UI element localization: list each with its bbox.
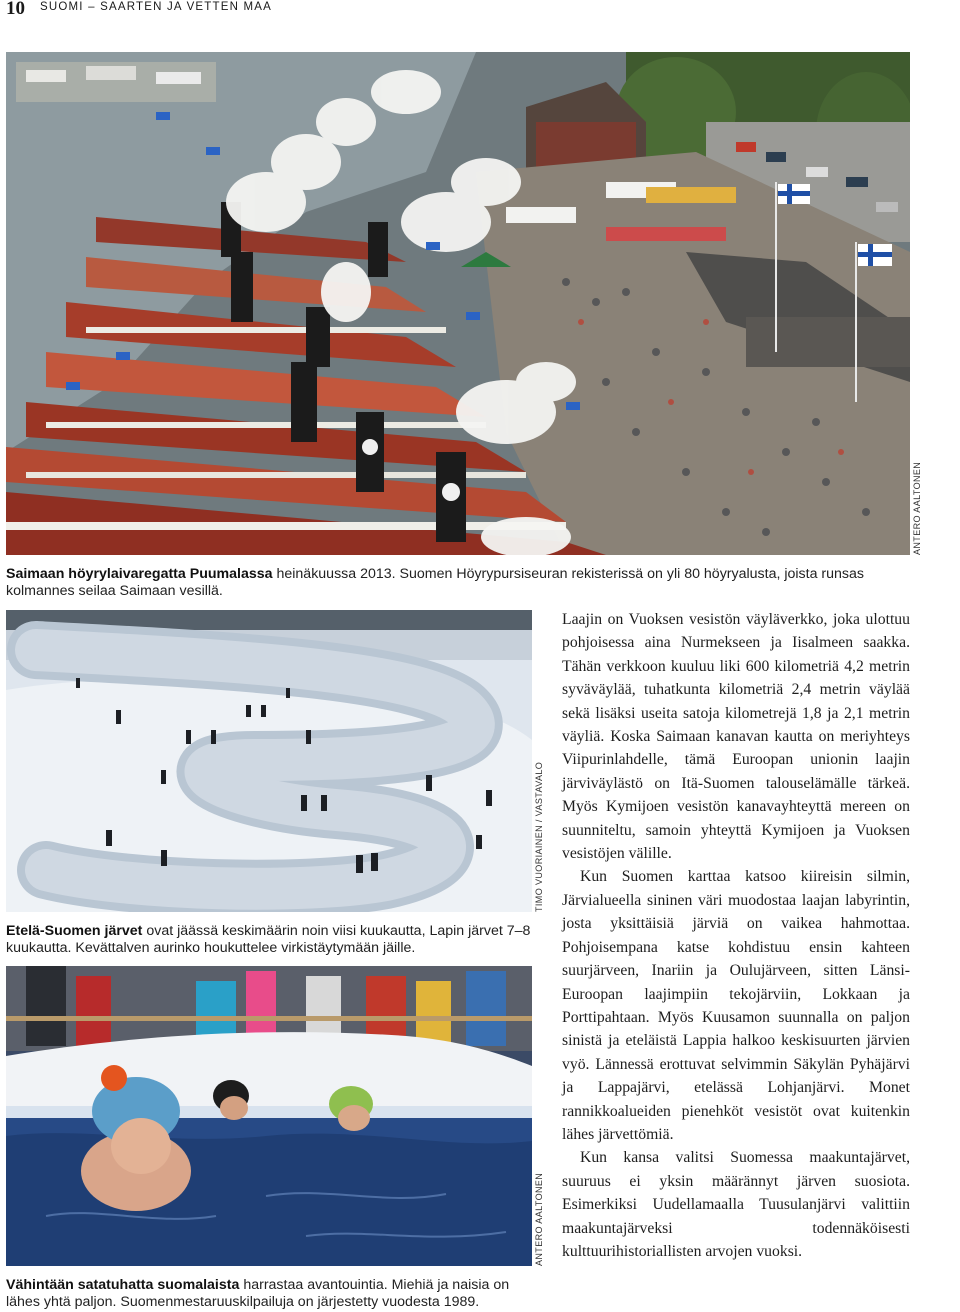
regatta-photo-credit: ANTERO AALTONEN: [912, 461, 922, 555]
body-text: [562, 608, 910, 1263]
swim-caption-text: harrastaa avantouintia. Miehiä ja naisia on lähes yhtä paljon. Suomenmestaruuskilpailuja on järjestetty vuodesta 1989.: [6, 1277, 510, 1311]
swim-caption: [6, 1277, 532, 1311]
ice-caption-text: ovat jäässä keskimäärin noin viisi kuukautta, Lapin järvet 7–8 kuukautta. Kevättalven aurinko houkuttelee virkistäytymään jäille.: [6, 923, 531, 957]
page-number: 10: [6, 0, 25, 19]
swim-caption-lead: Vähintään satatuhatta suomalaista: [6, 1277, 240, 1293]
ice-caption-lead: Etelä-Suomen järvet: [6, 923, 143, 939]
regatta-caption: [6, 566, 906, 600]
body-paragraph-3: Kun kansa valitsi Suomessa maakuntajärvet, suuruus ei yksin määrännyt järven suosiota. Esimerkiksi Uudellamaalla Tuusulanjärvi valittiin maakuntajärveksi todennäköisesti kulttuurihistoriallisten arvojen vuoksi.: [562, 1149, 910, 1260]
body-paragraph-1: Laajin on Vuoksen vesistön väyläverkko, joka ulottuu pohjoisessa aina Nurmekseen ja Iisalmeen saakka. Tähän verkkoon kuuluu liki 600 kilometriä 4,2 metrin syväväylää, tuhatkunta kilometriä 2,4 metrin väylää sekä lisäksi useita satoja kilometrejä 1,8 ja 2,1 metrin väyliä. Koska Saimaan kanavan kautta on meriyhteys Viipurinlahdelle, tämä Euroopan unionin laajin järviväylästö on Itä-Suomen talouselämälle tärkeä. Myös Kymijoen vesistön kanavayhteyttä mereen on suunniteltu, samoin yhteyttä Kymijoen ja Vuoksen vesistöjen välille.: [562, 611, 910, 863]
body-paragraph-2: Kun Suomen karttaa katsoo kiireisin silmin, Järvialueella sininen väri muodostaa laajan labyrintin, josta yksittäisiä järviä on vaikea hahmottaa. Pohjoisempana katse kohdistuu ensin kahteen suurjärveen, Inariin ja Oulujärveen, sitten Länsi-Euroopan laajimpiin tekojärviin, Lokkaan ja Porttipahtaan. Myös Kuusamon suunnalla on paljon sinistä ja eteläistä Lappia halkoo keskisuurten järvien vyö. Lännessä erottuvat selvimmin Säkylän Pyhäjärvi ja Lappajärvi, etelässä Lohjanjärvi. Monet rannikkoalueiden pienehköt vesistöt ovat kuitenkin lähes järvettömiä.: [562, 868, 910, 1143]
running-head: SUOMI – SAARTEN JA VETTEN MAA: [40, 1, 273, 13]
regatta-caption-lead: Saimaan höyrylaivaregatta Puumalassa: [6, 566, 273, 582]
ice-caption: [6, 923, 532, 957]
swim-photo-credit: ANTERO AALTONEN: [534, 1172, 544, 1266]
regatta-caption-text: heinäkuussa 2013. Suomen Höyrypursiseuran rekisterissä on yli 80 höyryalusta, joista runsas kolmannes seilaa Saimaan vesillä.: [6, 566, 864, 600]
regatta-photo: [6, 52, 910, 555]
ice-photo-credit: TIMO VUORIAINEN / VASTAVALO: [534, 761, 544, 912]
ice-swimming-photo: [6, 966, 532, 1266]
ice-skating-photo: [6, 610, 532, 912]
